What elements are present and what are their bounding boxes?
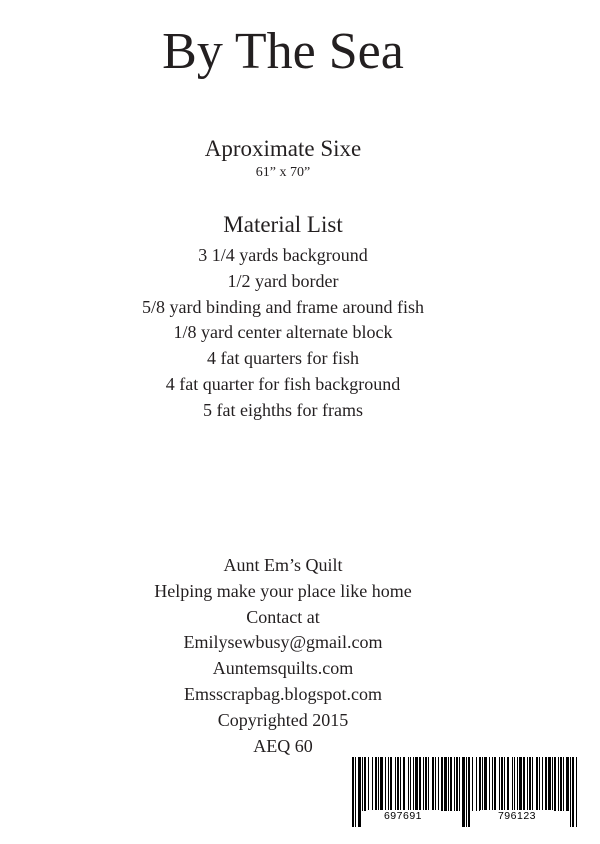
barcode-bar	[450, 757, 452, 811]
barcode-bar	[548, 757, 551, 811]
barcode-bar	[385, 757, 386, 811]
barcode-bar	[410, 757, 411, 811]
designer-name: Aunt Em’s Quilt	[223, 555, 343, 575]
barcode-bar	[456, 757, 458, 811]
barcode-bar	[539, 757, 540, 811]
barcode-bar	[454, 757, 455, 811]
barcode-bar	[444, 757, 447, 811]
barcode-bar	[489, 757, 490, 811]
barcode-bar	[432, 757, 434, 811]
barcode-bar	[419, 757, 421, 811]
barcode-bar	[523, 757, 525, 811]
barcode-bar	[570, 757, 571, 827]
barcode-bar	[576, 757, 577, 827]
barcode-bar	[388, 757, 389, 811]
barcode-bar	[413, 757, 414, 811]
barcode-bar	[352, 757, 354, 827]
material-list	[0, 243, 566, 424]
barcode-bar	[435, 757, 436, 811]
contact-label: Contact at	[246, 606, 320, 627]
barcode-bar	[558, 757, 559, 811]
material-item: 1/8 yard center alternate block	[173, 322, 393, 343]
barcode-bar	[397, 757, 399, 811]
barcode-bar	[448, 757, 449, 811]
barcode-bar	[355, 757, 356, 827]
barcode-bar	[529, 757, 531, 811]
material-item: 3 1/4 yards background	[198, 245, 368, 265]
barcode-bar	[472, 757, 473, 811]
pattern-title: By The Sea	[162, 23, 404, 80]
barcode-bar	[482, 757, 483, 811]
barcode-bar	[468, 757, 470, 827]
material-list-heading: Material List	[223, 212, 343, 237]
barcode-bar	[536, 757, 538, 811]
website: Auntemsquilts.com	[212, 658, 354, 679]
barcode-bar	[560, 757, 562, 811]
barcode-bar	[542, 757, 543, 811]
barcode-bar	[415, 757, 418, 811]
barcode-bar	[358, 757, 361, 827]
barcode-bar	[527, 757, 528, 811]
barcode-bar	[479, 757, 481, 811]
barcode-bar	[494, 757, 496, 811]
barcode-bar	[507, 757, 509, 811]
barcode-bar	[563, 757, 564, 811]
barcode-left-digits: 697691	[366, 810, 440, 822]
tagline: Helping make your place like home	[154, 580, 412, 601]
barcode-bar	[395, 757, 396, 811]
barcode-bar	[403, 757, 405, 811]
material-item: 5/8 yard binding and frame around fish	[142, 296, 424, 317]
barcode-bar	[566, 757, 569, 811]
barcode-bar	[459, 757, 460, 811]
material-item: 1/2 yard border	[227, 270, 339, 291]
blog: Emsscrapbag.blogspot.com	[184, 683, 382, 704]
barcode-bar	[380, 757, 383, 811]
pattern-code: AEQ 60	[253, 735, 313, 756]
size-heading: Aproximate Sixe	[204, 136, 362, 161]
barcode-bar	[400, 757, 401, 811]
contact-block	[0, 553, 566, 759]
barcode-bar	[501, 757, 503, 811]
barcode-bar	[476, 757, 477, 811]
barcode-bar	[425, 757, 427, 811]
barcode-bar	[362, 757, 363, 811]
barcode-bar	[378, 757, 379, 811]
barcode-bar	[423, 757, 424, 811]
barcode-bar	[499, 757, 500, 811]
barcode-bar	[462, 757, 465, 827]
barcode-bar	[364, 757, 366, 811]
material-item: 4 fat quarters for fish	[207, 348, 359, 369]
barcode-bar	[390, 757, 392, 811]
barcode-bar	[438, 757, 439, 811]
barcode-bar	[545, 757, 547, 811]
barcode-bar	[428, 757, 429, 811]
contact-email: Emilysewbusy@gmail.com	[183, 632, 383, 653]
material-item: 5 fat eighths for frams	[203, 399, 363, 420]
barcode-bar	[368, 757, 369, 811]
size-value: 61” x 70”	[255, 165, 311, 180]
barcode-bar	[512, 757, 513, 811]
barcode-bar	[372, 757, 373, 811]
barcode-right-digits: 796123	[480, 810, 554, 822]
barcode-bar	[408, 757, 409, 811]
barcode-bar	[572, 757, 574, 827]
barcode-bar	[441, 757, 443, 811]
barcode-bar	[504, 757, 505, 811]
barcode-bar	[519, 757, 522, 811]
barcode-bar	[554, 757, 556, 811]
barcode-bar	[466, 757, 467, 827]
barcode-bar	[484, 757, 487, 811]
barcode-bar	[532, 757, 533, 811]
material-item: 4 fat quarter for fish background	[165, 373, 401, 394]
barcode-bar	[375, 757, 377, 811]
barcode-bar	[492, 757, 493, 811]
barcode-bar	[552, 757, 553, 811]
barcode-bar	[517, 757, 518, 811]
copyright: Copyrighted 2015	[217, 709, 349, 730]
barcode-bar	[514, 757, 515, 811]
